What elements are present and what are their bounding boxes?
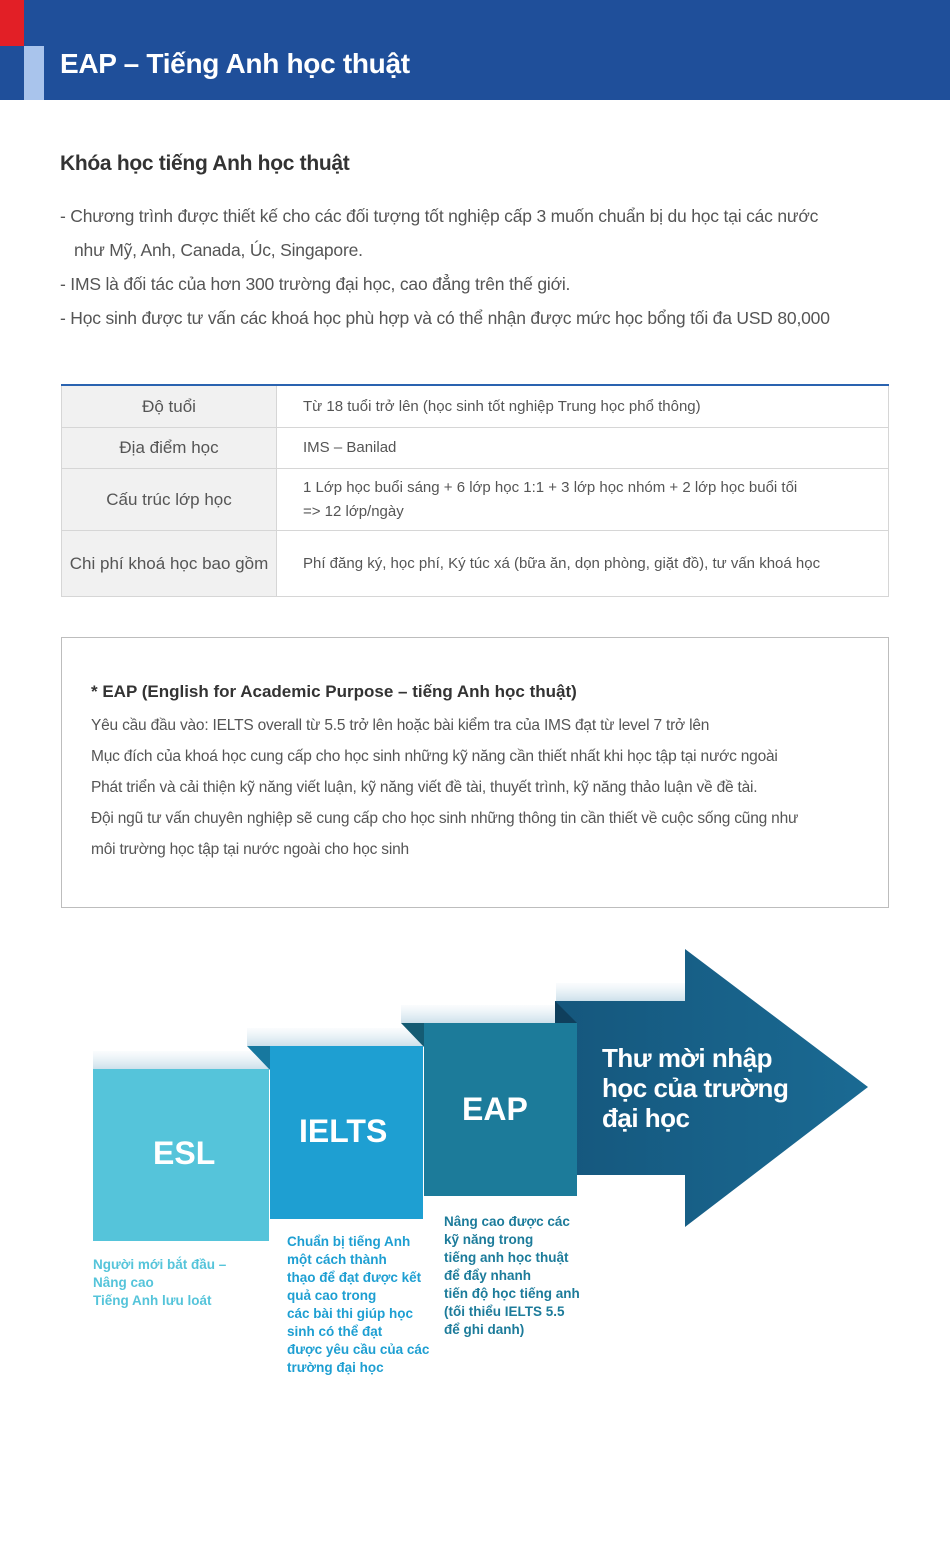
row-label-location: Địa điểm học	[61, 428, 277, 468]
stage-label-esl: ESL	[153, 1135, 216, 1171]
note-line: Đội ngũ tư vấn chuyên nghiệp sẽ cung cấp cho học sinh những thông tin cần thiết về cuộc sống cũng như	[91, 810, 799, 827]
desc-line: tiến độ học tiếng anh	[444, 1286, 580, 1301]
page-title: EAP – Tiếng Anh học thuật	[60, 48, 410, 79]
desc-line: tiếng anh học thuật	[444, 1250, 569, 1265]
stage-desc-eap	[444, 1213, 580, 1339]
row-label-cost: Chi phí khoá học bao gồm	[61, 531, 277, 596]
row-label-age: Độ tuổi	[61, 386, 277, 427]
table-row	[61, 428, 889, 469]
note-line: môi trường học tập tại nước ngoài cho học sinh	[91, 841, 409, 858]
desc-line: quả cao trong	[287, 1288, 377, 1303]
row-value-text: Phí đăng ký, học phí, Ký túc xá (bữa ăn, dọn phòng, giặt đồ), tư vấn khoá học	[303, 554, 821, 572]
course-bullets	[60, 202, 900, 338]
stage-label-eap: EAP	[462, 1091, 528, 1127]
table-row	[61, 531, 889, 597]
note-line: Mục đích của khoá học cung cấp cho học sinh những kỹ năng cần thiết nhất khi học tập tại nước ngoài	[91, 748, 778, 765]
row-value-text: 1 Lớp học buổi sáng + 6 lớp học 1:1 + 3 lớp học nhóm + 2 lớp học buổi tối	[303, 478, 798, 496]
desc-line: để đẩy nhanh	[444, 1268, 532, 1283]
table-row	[61, 469, 889, 531]
desc-line: sinh có thể đạt	[287, 1324, 383, 1339]
eap-shadow	[401, 1005, 577, 1023]
note-title: * EAP (English for Academic Purpose – tiếng Anh học thuật)	[91, 682, 577, 701]
goal-label	[602, 1043, 788, 1133]
row-value-age	[277, 386, 889, 427]
bullet-line: - IMS là đối tác của hơn 300 trường đại học, cao đẳng trên thế giới.	[60, 274, 571, 294]
table-row	[61, 386, 889, 428]
goal-line: đại học	[602, 1103, 690, 1133]
eap-note-box	[61, 637, 889, 908]
row-value-location	[277, 428, 889, 468]
desc-line: Nâng cao được các	[444, 1214, 570, 1229]
header-light-accent	[24, 46, 44, 100]
course-title: Khóa học tiếng Anh học thuật	[60, 152, 350, 175]
stage-label-ielts: IELTS	[299, 1113, 388, 1149]
row-value-text: Từ 18 tuổi trở lên (học sinh tốt nghiệp Trung học phổ thông)	[303, 397, 701, 415]
desc-line: (tối thiểu IELTS 5.5	[444, 1304, 565, 1319]
goal-line: Thư mời nhập	[602, 1043, 772, 1073]
row-value-structure	[277, 469, 889, 530]
bullet-line: như Mỹ, Anh, Canada, Úc, Singapore.	[74, 240, 363, 260]
row-value-text: IMS – Banilad	[303, 439, 397, 456]
desc-line: một cách thành	[287, 1252, 387, 1267]
goal-line: học của trường	[602, 1073, 789, 1103]
desc-line: Chuẩn bị tiếng Anh	[287, 1234, 411, 1249]
row-value-text-2: => 12 lớp/ngày	[303, 502, 404, 520]
desc-line: các bài thi giúp học	[287, 1306, 414, 1321]
pathway-diagram	[0, 925, 950, 1395]
bullet-line: - Chương trình được thiết kế cho các đối tượng tốt nghiệp cấp 3 muốn chuẩn bị du học tại các nước	[60, 206, 819, 226]
desc-line: kỹ năng trong	[444, 1232, 534, 1247]
desc-line: trường đại học	[287, 1360, 384, 1375]
desc-line: được yêu cầu của các	[287, 1342, 430, 1357]
course-info-table	[61, 384, 889, 597]
row-label-structure: Cấu trúc lớp học	[61, 469, 277, 530]
stage-desc-ielts	[287, 1233, 429, 1377]
desc-line: thạo để đạt được kết	[287, 1270, 422, 1285]
desc-line: Nâng cao	[93, 1275, 154, 1290]
ielts-shadow	[247, 1028, 423, 1046]
header-red-accent	[0, 0, 24, 46]
row-value-cost	[277, 531, 889, 596]
note-line: Phát triển và cải thiện kỹ năng viết luận, kỹ năng viết đề tài, thuyết trình, kỹ năng thảo luận về đề tài.	[91, 779, 758, 796]
page-header	[0, 0, 950, 100]
esl-shadow	[93, 1051, 269, 1069]
desc-line: Tiếng Anh lưu loát	[93, 1293, 212, 1308]
note-line: Yêu cầu đầu vào: IELTS overall từ 5.5 trở lên hoặc bài kiểm tra của IMS đạt từ level 7 trở lên	[91, 717, 710, 734]
desc-line: Người mới bắt đầu –	[93, 1257, 227, 1272]
stage-desc-esl	[93, 1256, 226, 1310]
bullet-line: - Học sinh được tư vấn các khoá học phù hợp và có thể nhận được mức học bổng tối đa USD 80,000	[60, 308, 830, 328]
desc-line: để ghi danh)	[444, 1322, 525, 1337]
